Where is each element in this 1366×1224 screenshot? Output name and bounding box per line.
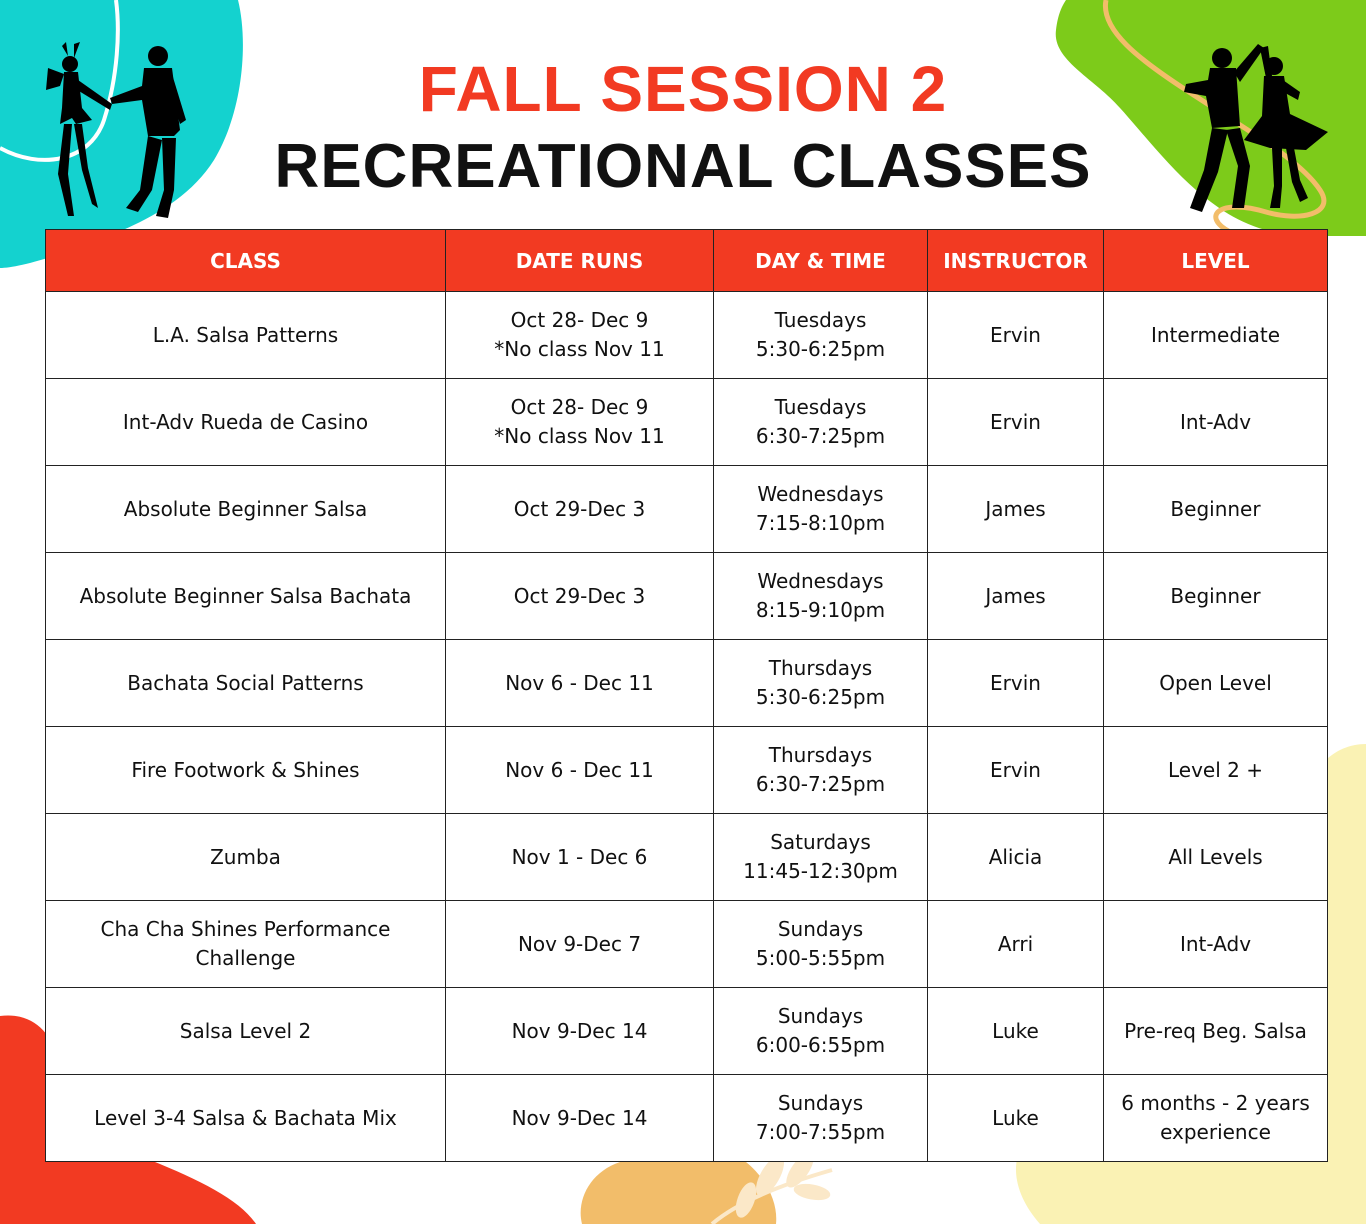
instructor-cell: Ervin (928, 292, 1104, 379)
cell-line: L.A. Salsa Patterns (152, 322, 339, 347)
cell-line: *No class Nov 11 (494, 424, 665, 448)
cell-line: Saturdays (770, 830, 871, 854)
date-runs-cell (446, 901, 714, 988)
class-cell (46, 292, 446, 379)
table-header-row (46, 230, 1328, 292)
table-row (46, 727, 1328, 814)
class-cell (46, 901, 446, 988)
cell-line: Nov 6 - Dec 11 (505, 670, 654, 695)
class-cell (46, 640, 446, 727)
cell-line: Sundays (777, 917, 864, 941)
cell-line: Int-Adv (1179, 409, 1252, 434)
cell-line: Wednesdays (757, 482, 884, 506)
cell-line: Intermediate (1150, 322, 1281, 347)
instructor-cell: Luke (928, 1075, 1104, 1162)
page-title: RECREATIONAL CLASSES (274, 132, 1092, 201)
cell-line: 5:30-6:25pm (755, 685, 886, 709)
instructor-cell: James (928, 553, 1104, 640)
cell-line: Nov 9-Dec 14 (511, 1105, 648, 1130)
cell-line: Bachata Social Patterns (127, 670, 364, 695)
class-cell (46, 727, 446, 814)
cell-line: Oct 28- Dec 9 (510, 395, 649, 419)
cell-line: Tuesdays (774, 308, 867, 332)
level-cell (1104, 379, 1328, 466)
table-row (46, 1075, 1328, 1162)
cell-line: Beginner (1170, 583, 1261, 608)
cell-line: Open Level (1159, 670, 1272, 695)
level-cell (1104, 640, 1328, 727)
cell-line: Wednesdays (757, 569, 884, 593)
cell-line: Int-Adv Rueda de Casino (122, 409, 369, 434)
instructor-cell: Ervin (928, 727, 1104, 814)
instructor-cell: James (928, 466, 1104, 553)
level-cell (1104, 901, 1328, 988)
cell-line: Int-Adv (1179, 931, 1252, 956)
date-runs-cell (446, 727, 714, 814)
cell-line: 7:15-8:10pm (755, 511, 886, 535)
level-cell (1104, 814, 1328, 901)
cell-line: Sundays (777, 1091, 864, 1115)
cell-line: Absolute Beginner Salsa Bachata (79, 583, 412, 608)
day-time-cell (714, 553, 928, 640)
day-time-cell (714, 814, 928, 901)
level-cell (1104, 466, 1328, 553)
instructor-cell: Ervin (928, 379, 1104, 466)
class-cell (46, 553, 446, 640)
cell-line: experience (1160, 1120, 1271, 1144)
level-cell (1104, 988, 1328, 1075)
class-cell (46, 466, 446, 553)
cell-line: 5:00-5:55pm (755, 946, 886, 970)
table-row (46, 379, 1328, 466)
date-runs-cell (446, 553, 714, 640)
day-time-cell (714, 727, 928, 814)
class-cell (46, 1075, 446, 1162)
cell-line: Salsa Level 2 (179, 1018, 312, 1043)
instructor-cell: Arri (928, 901, 1104, 988)
date-runs-cell (446, 292, 714, 379)
date-runs-cell (446, 814, 714, 901)
day-time-cell (714, 1075, 928, 1162)
column-header-class: CLASS (46, 230, 446, 292)
date-runs-cell (446, 466, 714, 553)
cell-line: 6 months - 2 years (1121, 1091, 1310, 1115)
date-runs-cell (446, 379, 714, 466)
cell-line: Thursdays (768, 656, 873, 680)
day-time-cell (714, 640, 928, 727)
class-cell (46, 379, 446, 466)
column-header-level: LEVEL (1104, 230, 1328, 292)
day-time-cell (714, 292, 928, 379)
level-cell (1104, 553, 1328, 640)
day-time-cell (714, 466, 928, 553)
cell-line: Beginner (1170, 496, 1261, 521)
cell-line: Absolute Beginner Salsa (123, 496, 368, 521)
cell-line: Pre-req Beg. Salsa (1124, 1018, 1307, 1043)
table-row (46, 640, 1328, 727)
cell-line: 6:30-7:25pm (755, 772, 886, 796)
cell-line: 8:15-9:10pm (755, 598, 886, 622)
day-time-cell (714, 901, 928, 988)
cell-line: 5:30-6:25pm (755, 337, 886, 361)
date-runs-cell (446, 988, 714, 1075)
cell-line: Nov 9-Dec 14 (511, 1018, 648, 1043)
cell-line: 6:30-7:25pm (755, 424, 886, 448)
table-row (46, 901, 1328, 988)
cell-line: All Levels (1168, 844, 1263, 869)
cell-line: *No class Nov 11 (494, 337, 665, 361)
cell-line: Cha Cha Shines Performance (100, 917, 391, 941)
cell-line: 6:00-6:55pm (755, 1033, 886, 1057)
level-cell (1104, 1075, 1328, 1162)
cell-line: Level 2 + (1168, 757, 1263, 782)
class-schedule-table (45, 229, 1328, 1162)
cell-line: 7:00-7:55pm (755, 1120, 886, 1144)
cell-line: Fire Footwork & Shines (131, 757, 360, 782)
cell-line: Oct 29-Dec 3 (513, 496, 646, 521)
column-header-instructor: INSTRUCTOR (928, 230, 1104, 292)
cell-line: Zumba (210, 844, 281, 869)
cell-line: Nov 1 - Dec 6 (511, 844, 648, 869)
cell-line: Challenge (195, 946, 296, 970)
table-row (46, 988, 1328, 1075)
day-time-cell (714, 988, 928, 1075)
cell-line: Oct 29-Dec 3 (513, 583, 646, 608)
cell-line: Level 3-4 Salsa & Bachata Mix (94, 1105, 397, 1130)
column-header-day-time: DAY & TIME (714, 230, 928, 292)
table-row (46, 292, 1328, 379)
table-row (46, 466, 1328, 553)
class-cell (46, 814, 446, 901)
day-time-cell (714, 379, 928, 466)
table-row (46, 553, 1328, 640)
table-row (46, 814, 1328, 901)
instructor-cell: Ervin (928, 640, 1104, 727)
date-runs-cell (446, 1075, 714, 1162)
cell-line: Thursdays (768, 743, 873, 767)
cell-line: Nov 6 - Dec 11 (505, 757, 654, 782)
instructor-cell: Luke (928, 988, 1104, 1075)
level-cell (1104, 292, 1328, 379)
date-runs-cell (446, 640, 714, 727)
level-cell (1104, 727, 1328, 814)
cell-line: Sundays (777, 1004, 864, 1028)
cell-line: Nov 9-Dec 7 (517, 931, 642, 956)
class-cell (46, 988, 446, 1075)
session-title: FALL SESSION 2 (418, 53, 948, 125)
column-header-date-runs: DATE RUNS (446, 230, 714, 292)
cell-line: 11:45-12:30pm (743, 859, 898, 883)
instructor-cell: Alicia (928, 814, 1104, 901)
cell-line: Oct 28- Dec 9 (510, 308, 649, 332)
cell-line: Tuesdays (774, 395, 867, 419)
